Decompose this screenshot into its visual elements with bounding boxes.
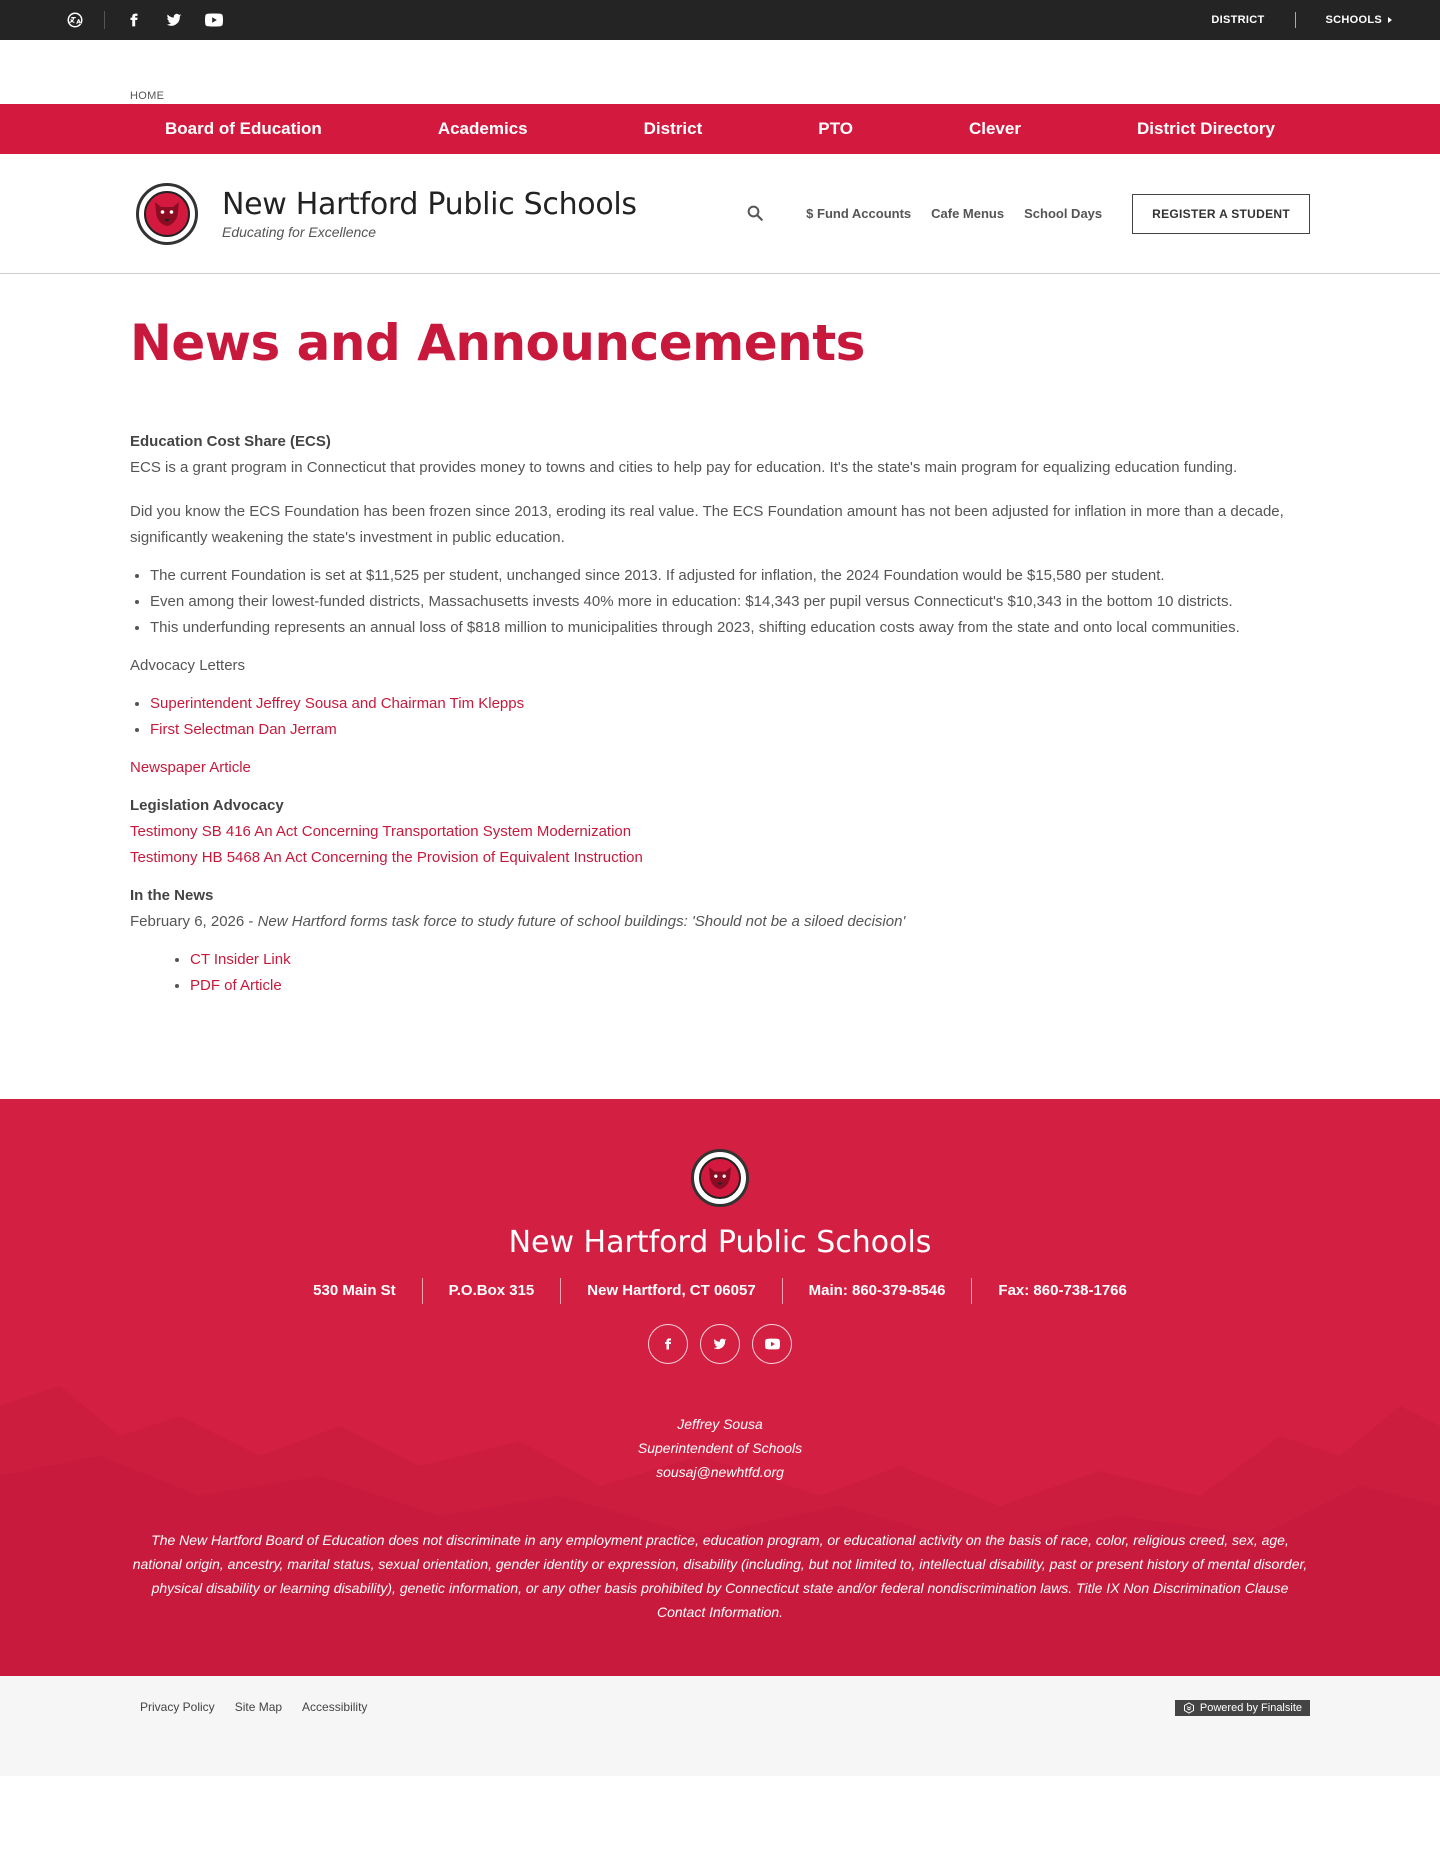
district-link[interactable]: DISTRICT (1211, 14, 1265, 26)
contact-role: Superintendent of Schools (637, 1440, 803, 1456)
nav-pto[interactable]: PTO (818, 119, 853, 138)
panther-mascot-icon (699, 1157, 741, 1199)
caret-right-icon (1388, 17, 1392, 23)
ecs-heading: Education Cost Share (ECS) (130, 433, 331, 450)
list-item: • The current Foundation is set at $11,525 per student, unchanged since 2013. If adjusted for inflation, the 2024 Foundation would be $15,580 per student. (150, 563, 1310, 589)
breadcrumb-home[interactable]: HOME (130, 90, 165, 102)
finalsite-logo-icon (1183, 1702, 1195, 1714)
utility-icons (64, 9, 225, 31)
address-fax: Fax: 860-738-1766 (971, 1278, 1152, 1304)
footer-socials (130, 1324, 1310, 1364)
powered-label: Powered by Finalsite (1199, 1702, 1302, 1714)
superintendent-contact (130, 1412, 1310, 1484)
nav-board-of-education[interactable]: Board of Education (165, 119, 322, 138)
nav-clever[interactable]: Clever (968, 119, 1021, 138)
ct-insider-link[interactable]: CT Insider Link (190, 951, 291, 968)
first-selectman-letter-link[interactable]: First Selectman Dan Jerram (150, 721, 337, 738)
list-item: • This underfunding represents an annual loss of $818 million to municipalities through 2023, shifting education costs away from the state and onto local communities. (150, 615, 1310, 641)
contact-name: Jeffrey Sousa (677, 1416, 763, 1432)
advocacy-links-list (130, 691, 1310, 743)
footer-title: New Hartford Public Schools (508, 1225, 932, 1260)
site-footer (0, 1099, 1440, 1676)
list-item (190, 973, 1310, 999)
school-days-link[interactable]: School Days (1024, 206, 1103, 221)
superintendent-letter-link[interactable]: Superintendent Jeffrey Sousa and Chairman Tim Klepps (150, 695, 525, 712)
advocacy-letters-label: Advocacy Letters (130, 657, 246, 674)
main-nav (0, 104, 1440, 154)
facebook-icon[interactable] (123, 9, 145, 31)
address-phone[interactable]: Main: 860-379-8546 (782, 1278, 972, 1304)
site-header (0, 154, 1440, 274)
utility-links (1181, 12, 1392, 28)
accessibility-link[interactable]: Accessibility (302, 1700, 368, 1714)
nav-district-directory[interactable]: District Directory (1137, 119, 1275, 138)
list-item (190, 947, 1310, 973)
news-headline: New Hartford forms task force to study future of school buildings: 'Should not be a siloed decision' (257, 913, 906, 930)
news-date: February 6, 2026 - (130, 913, 258, 930)
panther-mascot-icon (144, 191, 190, 237)
news-links-list (130, 947, 1310, 999)
nondiscrimination-statement (130, 1528, 1310, 1624)
address-city: New Hartford, CT 06057 (560, 1278, 781, 1304)
page-title: News and Announcements (130, 314, 865, 372)
schools-dropdown[interactable] (1296, 14, 1393, 26)
facebook-icon[interactable] (648, 1324, 688, 1364)
youtube-icon[interactable] (203, 9, 225, 31)
site-title[interactable]: New Hartford Public Schools (222, 187, 637, 222)
header-actions (746, 194, 1310, 234)
pdf-article-link[interactable]: PDF of Article (190, 977, 282, 994)
nav-district[interactable]: District (643, 119, 703, 138)
legislation-heading: Legislation Advocacy (130, 797, 284, 814)
youtube-icon[interactable] (752, 1324, 792, 1364)
footer-landscape-background (0, 1346, 1440, 1676)
fund-accounts-link[interactable]: $ Fund Accounts (806, 206, 912, 221)
bottom-bar (0, 1676, 1440, 1776)
translate-icon[interactable] (64, 9, 86, 31)
testimony-sb416-link[interactable]: Testimony SB 416 An Act Concerning Transportation System Modernization (130, 823, 632, 840)
site-map-link[interactable]: Site Map (234, 1700, 283, 1714)
list-item (150, 691, 1310, 717)
news-item (130, 909, 1310, 935)
list-item (150, 717, 1310, 743)
register-student-button[interactable]: REGISTER A STUDENT (1132, 194, 1310, 234)
contact-email-link[interactable]: sousaj@newhtfd.org (656, 1464, 784, 1480)
ecs-paragraph-2: Did you know the ECS Foundation has been frozen since 2013, eroding its real value. The ECS Foundation amount has not been adjusted for inflation in more than a decade, significantly weakening the state's investment in public education. (130, 503, 1284, 546)
footer-school-logo[interactable] (691, 1149, 749, 1207)
site-tagline: Educating for Excellence (222, 224, 377, 240)
utility-bar (0, 0, 1440, 40)
footer-address (130, 1278, 1310, 1304)
title-ix-link[interactable]: Title IX Non Discrimination Clause Contact Information. (656, 1580, 1289, 1620)
in-the-news-heading: In the News (130, 887, 214, 904)
powered-by-finalsite-badge[interactable] (1175, 1700, 1310, 1716)
legislation-link-row (130, 845, 1310, 871)
twitter-icon[interactable] (163, 9, 185, 31)
newspaper-article-link[interactable]: Newspaper Article (130, 759, 251, 776)
schools-label: SCHOOLS (1325, 14, 1382, 26)
address-pobox: P.O.Box 315 (422, 1278, 561, 1304)
legislation-link-row (130, 819, 1310, 845)
newspaper-paragraph (130, 755, 1310, 781)
privacy-policy-link[interactable]: Privacy Policy (140, 1700, 215, 1714)
nav-academics[interactable]: Academics (437, 119, 528, 138)
main-content (0, 274, 1440, 1099)
school-logo[interactable] (136, 183, 198, 245)
testimony-hb5468-link[interactable]: Testimony HB 5468 An Act Concerning the Provision of Equivalent Instruction (130, 849, 643, 866)
ecs-bullet-list (130, 563, 1310, 641)
address-street: 530 Main St (313, 1282, 396, 1299)
site-titles (222, 187, 637, 240)
cafe-menus-link[interactable]: Cafe Menus (931, 206, 1005, 221)
breadcrumb-area (0, 40, 1440, 104)
twitter-icon[interactable] (700, 1324, 740, 1364)
search-icon[interactable] (746, 204, 766, 224)
list-item: • Even among their lowest-funded districts, Massachusetts invests 40% more in education: $14,343 per pupil versus Connecticut's $10,343 in the bottom 10 districts. (150, 589, 1310, 615)
ecs-paragraph-1: ECS is a grant program in Connecticut that provides money to towns and cities to help pay for education. It's the state's main program for equalizing education funding. (130, 459, 1238, 476)
disclaimer-text: The New Hartford Board of Education does not discriminate in any employment practice, education program, or educational activity on the basis of race, color, religious creed, sex, age, national origin, ancestry, marital status, sexual orientation, gender identity or expression, disability (including, but not limited to, intellectual disability, past or present history of mental disorder, physical disability or learning disability), genetic information, or any other basis prohibited by Connecticut state and/or federal nondiscrimination laws. (132, 1532, 1308, 1596)
